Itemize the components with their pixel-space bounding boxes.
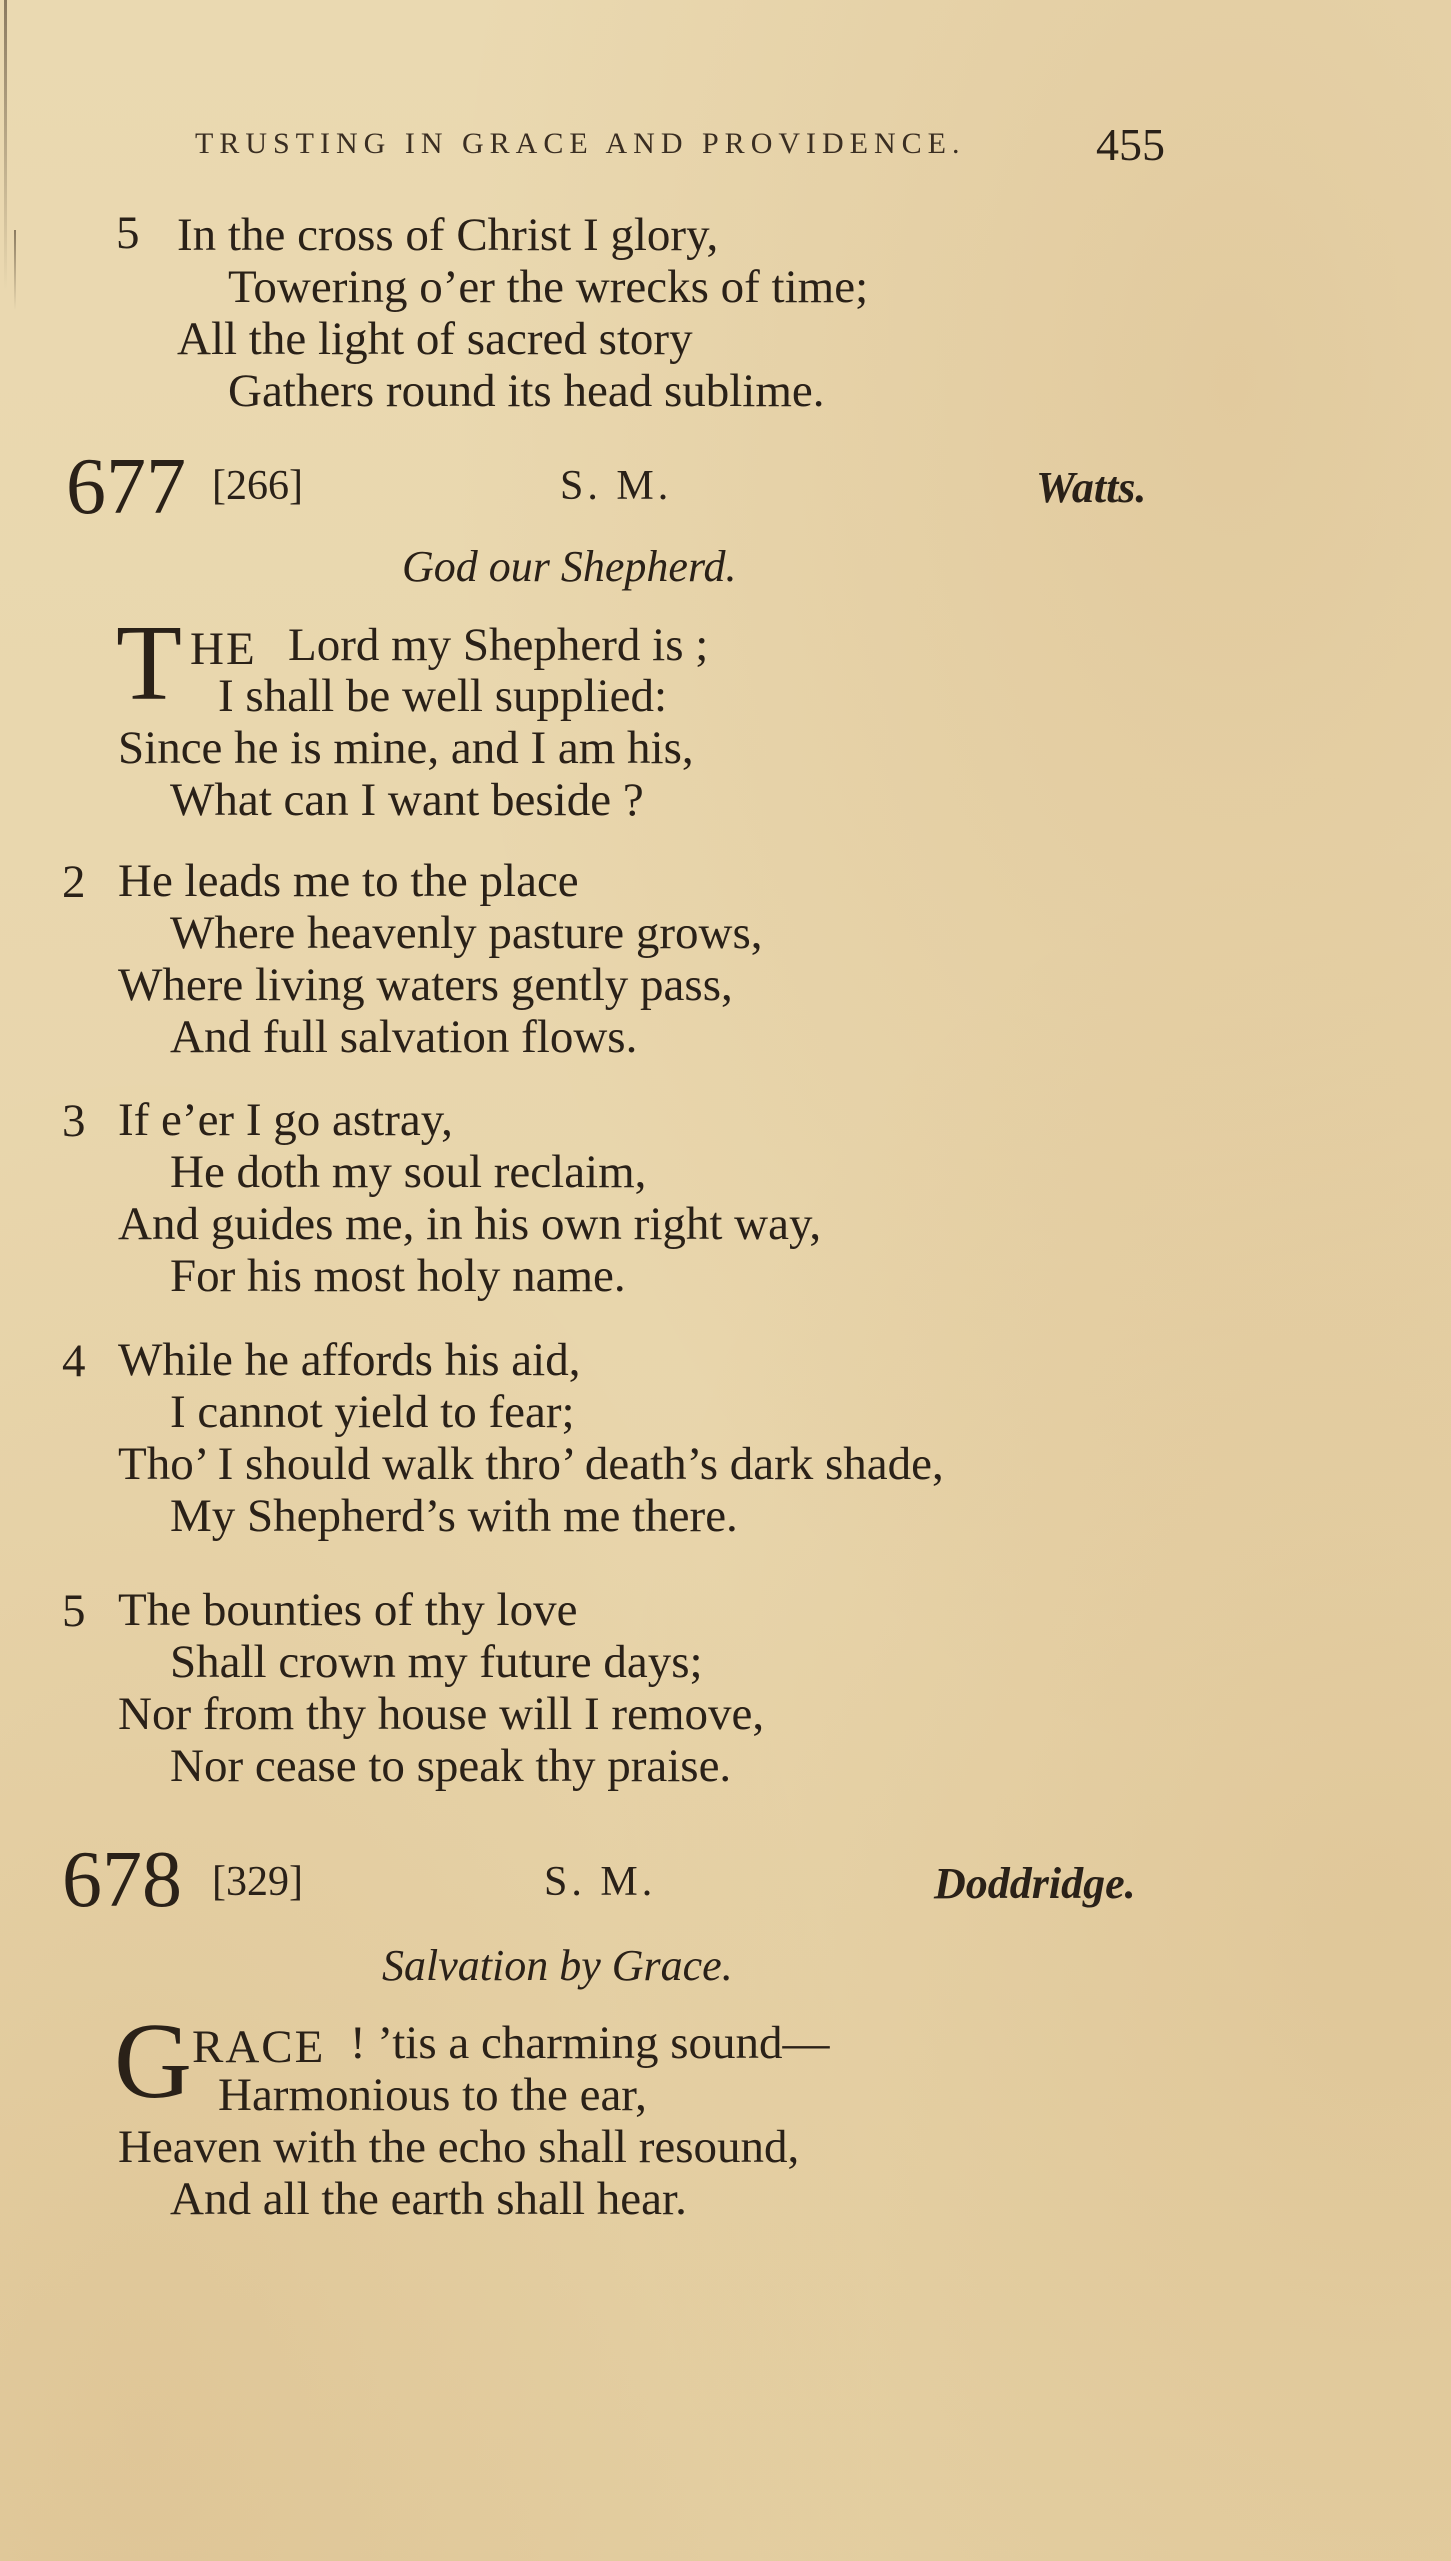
drop-cap: T [116,604,182,723]
verse-number: 2 [62,856,86,908]
hymn-meter: S. M. [544,1859,657,1905]
verse-line: The bounties of thy love [118,1584,578,1636]
hymn-meter: S. M. [560,463,673,509]
verse-line: I shall be well supplied: [218,670,668,722]
hymn-reference: [266] [212,463,303,509]
verse-line: All the light of sacred story [177,313,693,365]
verse-line: Where living waters gently pass, [118,959,733,1011]
verse-line: Shall crown my future days; [170,1636,703,1688]
hymn-author: Doddridge. [934,1859,1136,1908]
verse-line: ! ’tis a charming sound— [350,2017,830,2069]
hymn-title: Salvation by Grace. [382,1941,733,1990]
hymn-number: 678 [62,1836,182,1924]
first-word-rest: HE [190,623,257,675]
running-head: TRUSTING IN GRACE AND PROVIDENCE. [195,127,966,160]
verse-line: Harmonious to the ear, [218,2069,647,2121]
hymn-reference: [329] [212,1859,303,1905]
hymn-author: Watts. [1036,463,1147,512]
verse-line: He doth my soul reclaim, [170,1146,647,1198]
first-word-rest: RACE [192,2021,326,2073]
verse-line: He leads me to the place [118,855,579,907]
verse-line: I cannot yield to fear; [170,1386,575,1438]
verse-line: Nor cease to speak thy praise. [170,1740,732,1792]
verse-line: My Shepherd’s with me there. [170,1490,738,1542]
verse-line: Tho’ I should walk thro’ death’s dark shade, [118,1438,944,1490]
verse-line: Lord my Shepherd is ; [288,619,709,671]
drop-cap: G [114,2002,192,2121]
verse-line: And full salvation flows. [170,1011,638,1063]
verse-number: 5 [116,207,140,259]
verse-line: If e’er I go astray, [118,1094,453,1146]
verse-line: Gathers round its head sublime. [228,365,825,417]
verse-line: Nor from thy house will I remove, [118,1688,765,1740]
verse-number: 3 [62,1095,86,1147]
binding-edge [4,0,7,290]
verse-line: What can I want beside ? [170,774,644,826]
hymn-title: God our Shepherd. [402,542,737,591]
verse-line: Towering o’er the wrecks of time; [228,261,869,313]
verse-line: For his most holy name. [170,1250,626,1302]
verse-line: Since he is mine, and I am his, [118,722,694,774]
hymn-number: 677 [66,443,186,531]
verse-line: Heaven with the echo shall resound, [118,2121,800,2173]
binding-edge-mark [14,230,16,310]
verse-line: While he affords his aid, [118,1334,581,1386]
verse-line: In the cross of Christ I glory, [177,209,719,261]
verse-number: 5 [62,1585,86,1637]
verse-line: Where heavenly pasture grows, [170,907,763,959]
verse-line: And guides me, in his own right way, [118,1198,822,1250]
verse-number: 4 [62,1335,86,1387]
page-number: 455 [1096,119,1165,170]
verse-line: And all the earth shall hear. [170,2173,687,2225]
